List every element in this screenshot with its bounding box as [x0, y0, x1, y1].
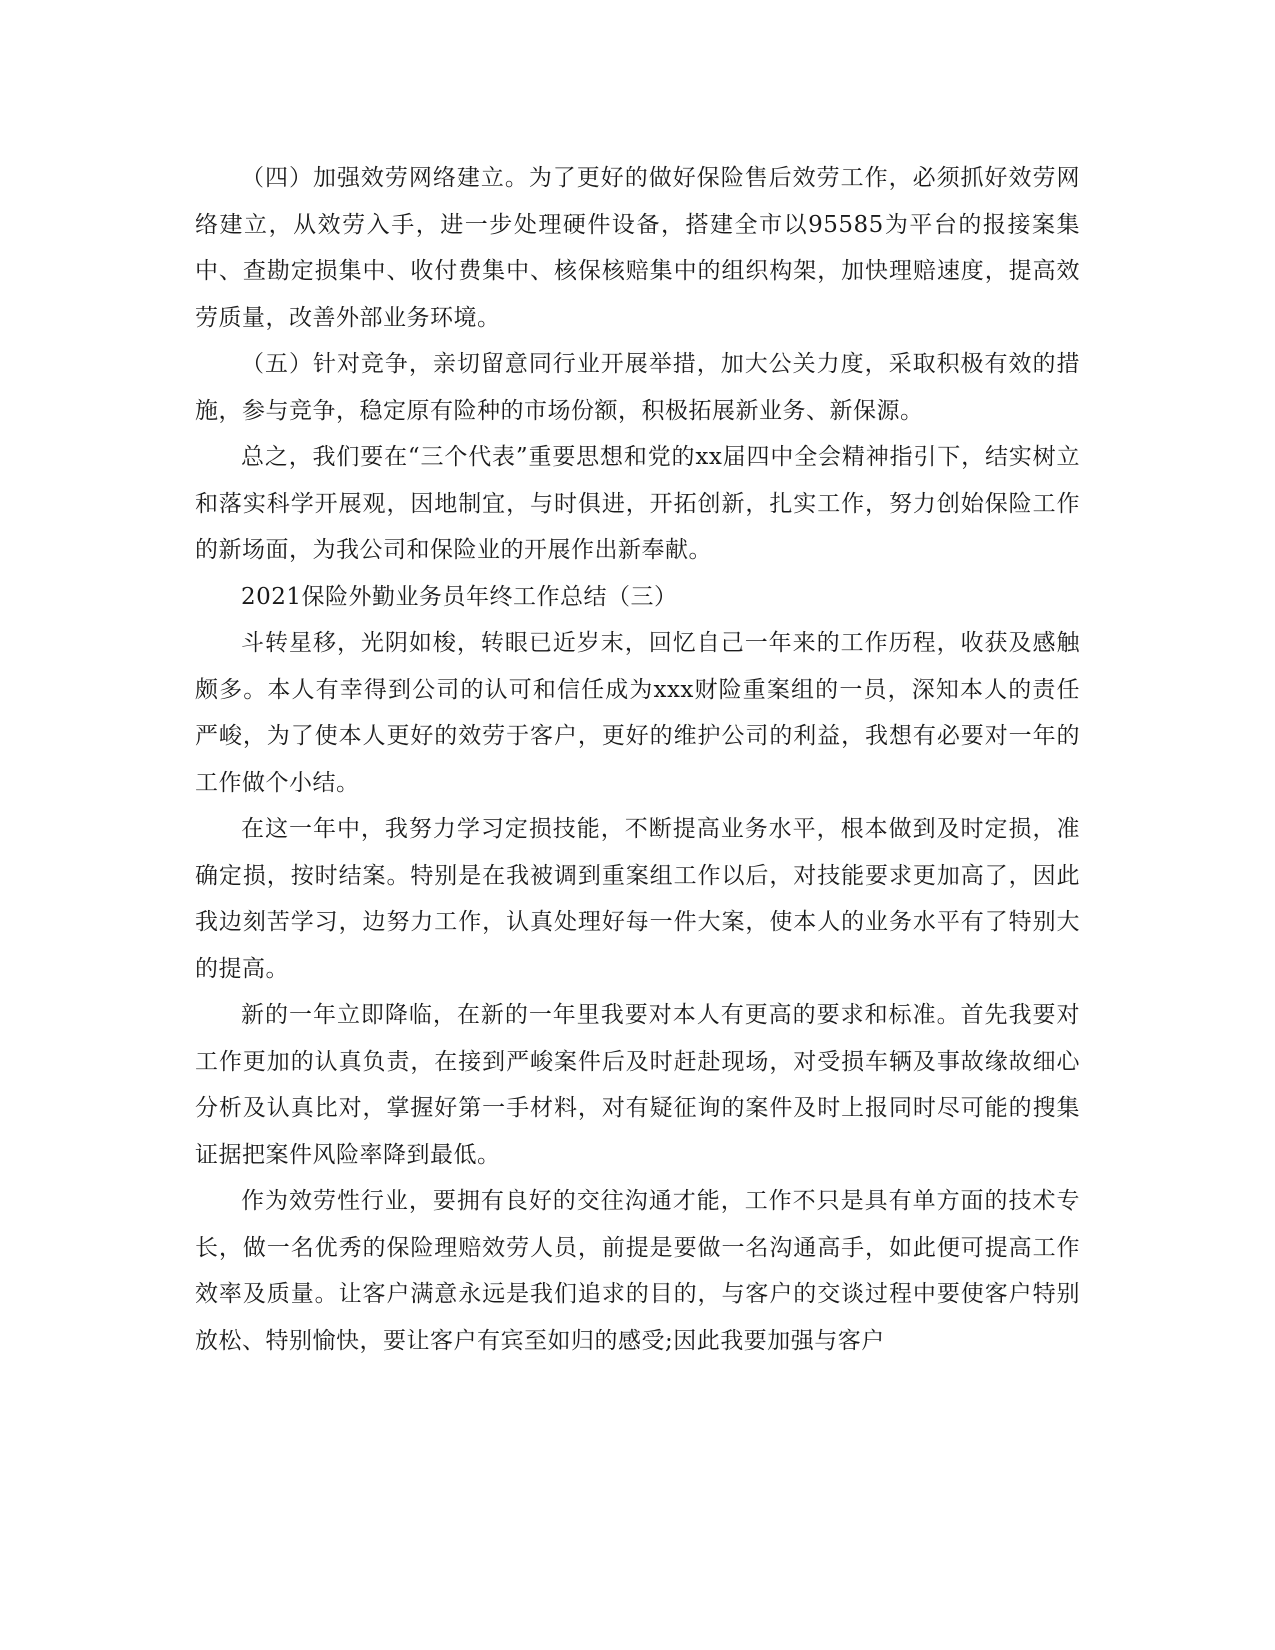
section-title: 2021保险外勤业务员年终工作总结（三）	[241, 583, 678, 610]
paragraph-service-network: （四）加强效劳网络建立。为了更好的做好保险售后效劳工作，必须抓好效劳网络建立，从效劳入手，进一步处理硬件设备，搭建全市以95585为平台的报接案集中、查勘定损集中、收付费集中、核保核赔集中的组织构架，加快理赔速度，提高效劳质量，改善外部业务环境。	[195, 165, 1080, 331]
paragraph-conclusion: 总之，我们要在“三个代表”重要思想和党的xx届四中全会精神指引下，结实树立和落实科学开展观，因地制宜，与时俱进，开拓创新，扎实工作，努力创始保险工作的新场面，为我公司和保险业的开展作出新奉献。	[195, 444, 1080, 563]
document-body	[195, 155, 1080, 1364]
paragraph-competition: （五）针对竞争，亲切留意同行业开展举措，加大公关力度，采取积极有效的措施，参与竞争，稳定原有险种的市场份额，积极拓展新业务、新保源。	[195, 351, 1080, 424]
paragraph-new-year-plan: 新的一年立即降临，在新的一年里我要对本人有更高的要求和标准。首先我要对工作更加的认真负责，在接到严峻案件后及时赶赴现场，对受损车辆及事故缘故细心分析及认真比对，掌握好第一手材料，对有疑征询的案件及时上报同时尽可能的搜集证据把案件风险率降到最低。	[195, 1002, 1080, 1168]
paragraph-intro: 斗转星移，光阴如梭，转眼已近岁末，回忆自己一年来的工作历程，收获及感触颇多。本人有幸得到公司的认可和信任成为xxx财险重案组的一员，深知本人的责任严峻，为了使本人更好的效劳于客户，更好的维护公司的利益，我想有必要对一年的工作做个小结。	[195, 630, 1080, 796]
paragraph-year-review: 在这一年中，我努力学习定损技能，不断提高业务水平，根本做到及时定损，准确定损，按时结案。特别是在我被调到重案组工作以后，对技能要求更加高了，因此我边刻苦学习，边努力工作，认真处理好每一件大案，使本人的业务水平有了特别大的提高。	[195, 816, 1080, 982]
paragraph-communication: 作为效劳性行业，要拥有良好的交往沟通才能，工作不只是具有单方面的技术专长，做一名优秀的保险理赔效劳人员，前提是要做一名沟通高手，如此便可提高工作效率及质量。让客户满意永远是我们追求的目的，与客户的交谈过程中要使客户特别放松、特别愉快，要让客户有宾至如归的感受;因此我要加强与客户	[195, 1188, 1080, 1354]
